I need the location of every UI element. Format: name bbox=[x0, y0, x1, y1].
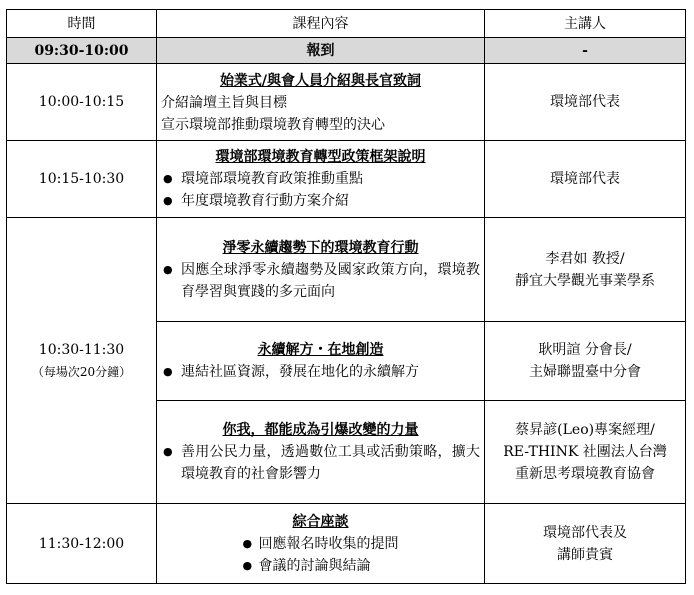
session-speaker bbox=[485, 504, 686, 584]
header-course: 課程內容 bbox=[157, 10, 485, 38]
session-speaker: 環境部代表 bbox=[485, 141, 686, 218]
session-course bbox=[157, 218, 485, 322]
bullet-list bbox=[243, 533, 399, 579]
session-row bbox=[7, 64, 686, 141]
session-speaker bbox=[485, 322, 686, 401]
bullet-item: ● 環境部環境教育政策推動重點 bbox=[157, 168, 480, 190]
speaker-line: 重新思考環境教育協會 bbox=[515, 466, 655, 482]
bullet-list bbox=[157, 361, 484, 385]
session-row bbox=[7, 141, 686, 218]
speaker-line: 李君如 教授/ bbox=[545, 250, 625, 267]
header-row bbox=[7, 10, 686, 38]
bullet-list bbox=[157, 168, 484, 214]
bullet-item: ● 善用公民力量，透過數位工具或活動策略，擴大環境教育的社會影響力 bbox=[157, 441, 480, 485]
speaker-line: 主婦聯盟臺中分會 bbox=[529, 364, 641, 380]
session-line: 介紹論壇主旨與目標 bbox=[161, 95, 287, 111]
speaker-line: RE-THINK 社團法人台灣 bbox=[503, 444, 667, 460]
speaker-line: 講師貴賓 bbox=[557, 546, 613, 563]
bullet-item: ● 會議的討論與結論 bbox=[243, 555, 399, 577]
header-speaker: 主講人 bbox=[485, 10, 686, 38]
session-row bbox=[7, 504, 686, 584]
session-course bbox=[157, 64, 485, 141]
speaker-line: 環境部代表及 bbox=[543, 524, 627, 541]
speaker-line: 耿明諠 分會長/ bbox=[538, 342, 632, 358]
speaker-line: 靜宜大學觀光事業學系 bbox=[515, 272, 655, 289]
session-time: 11:30-12:00 bbox=[7, 504, 157, 584]
session-time: 10:30-11:30 bbox=[38, 341, 125, 358]
bullet-item: ● 年度環境教育行動方案介紹 bbox=[157, 190, 480, 212]
checkin-speaker: - bbox=[485, 38, 686, 64]
header-time: 時間 bbox=[7, 10, 157, 38]
session-time: 10:00-10:15 bbox=[7, 64, 157, 141]
session-line: 宣示環境部推動環境教育轉型的決心 bbox=[161, 117, 385, 133]
agenda-table bbox=[6, 9, 686, 584]
session-title: 永續解方・在地創造 bbox=[257, 342, 384, 358]
session-title: 綜合座談 bbox=[292, 513, 349, 530]
session-speaker: 環境部代表 bbox=[485, 64, 686, 141]
session-title: 你我，都能成為引爆改變的力量 bbox=[222, 422, 419, 438]
bullet-list bbox=[157, 441, 484, 487]
speaker-line: 蔡昇諺(Leo)專案經理/ bbox=[515, 422, 655, 438]
session-course bbox=[157, 141, 485, 218]
bullet-list bbox=[157, 259, 484, 305]
session-title: 環境部環境教育轉型政策框架說明 bbox=[215, 149, 426, 165]
session-speaker bbox=[485, 218, 686, 322]
bullet-item: ● 連結社區資源，發展在地化的永續解方 bbox=[157, 361, 480, 383]
bullet-item: ● 因應全球淨零永續趨勢及國家政策方向，環境教育學習與實踐的多元面向 bbox=[157, 259, 480, 303]
session-course bbox=[157, 401, 485, 504]
session-title: 淨零永續趨勢下的環境教育行動 bbox=[222, 239, 419, 256]
checkin-time: 09:30-10:00 bbox=[7, 38, 157, 64]
session-time-cell bbox=[7, 218, 157, 504]
checkin-row bbox=[7, 38, 686, 64]
session-course bbox=[157, 504, 485, 584]
session-row bbox=[7, 218, 686, 322]
bullet-item: ● 回應報名時收集的提問 bbox=[243, 533, 399, 555]
session-course bbox=[157, 322, 485, 401]
session-speaker bbox=[485, 401, 686, 504]
session-time: 10:15-10:30 bbox=[7, 141, 157, 218]
session-title: 始業式/與會人員介紹與長官致詞 bbox=[219, 73, 422, 89]
session-time-note: （每場次20分鐘） bbox=[31, 364, 132, 379]
checkin-course: 報到 bbox=[157, 38, 485, 64]
